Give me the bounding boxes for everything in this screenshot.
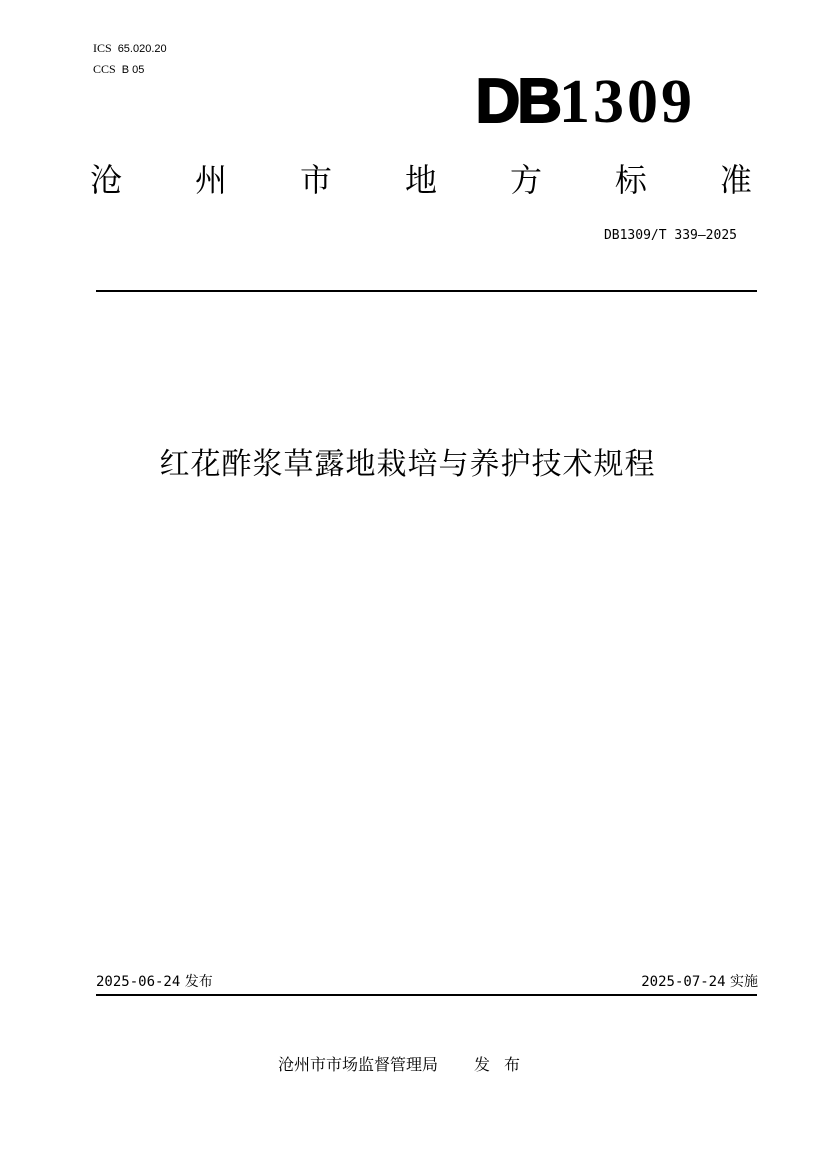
ccs-code: B 05 [121, 64, 145, 76]
bottom-divider [96, 994, 757, 996]
issue-date-line [96, 972, 213, 992]
standard-code-prefix: DB [475, 67, 559, 136]
standard-type-char: 州 [194, 161, 227, 199]
standard-code-number: 1309 [559, 68, 695, 136]
document-title: 红花酢浆草露地栽培与养护技术规程 [159, 447, 656, 482]
ics-code: 65.020.20 [117, 43, 167, 55]
issue-date: 2025-06-24 [96, 974, 181, 990]
ics-classification [93, 40, 167, 57]
implement-label: 实施 [730, 974, 758, 990]
ics-label: ICS [93, 41, 112, 55]
issuer-label: 发布 [474, 1055, 535, 1074]
implement-date-line [641, 972, 758, 992]
standard-type-heading [90, 155, 752, 205]
standard-type-char: 地 [404, 161, 437, 199]
standard-code-logo [475, 62, 695, 142]
issue-label: 发布 [184, 974, 213, 990]
standard-type-char: 沧 [90, 161, 123, 199]
implement-date: 2025-07-24 [641, 974, 726, 990]
standard-type-char: 准 [719, 161, 752, 199]
ccs-classification [93, 61, 144, 78]
top-divider [96, 290, 757, 292]
standard-type-char: 方 [509, 161, 542, 199]
issuer-line [278, 1053, 534, 1077]
ccs-label: CCS [93, 62, 116, 76]
standard-type-char: 标 [614, 161, 647, 199]
issuer-name: 沧州市市场监督管理局 [278, 1055, 439, 1074]
standard-type-char: 市 [299, 161, 332, 199]
standard-number: DB1309/T 339—2025 [603, 228, 737, 243]
